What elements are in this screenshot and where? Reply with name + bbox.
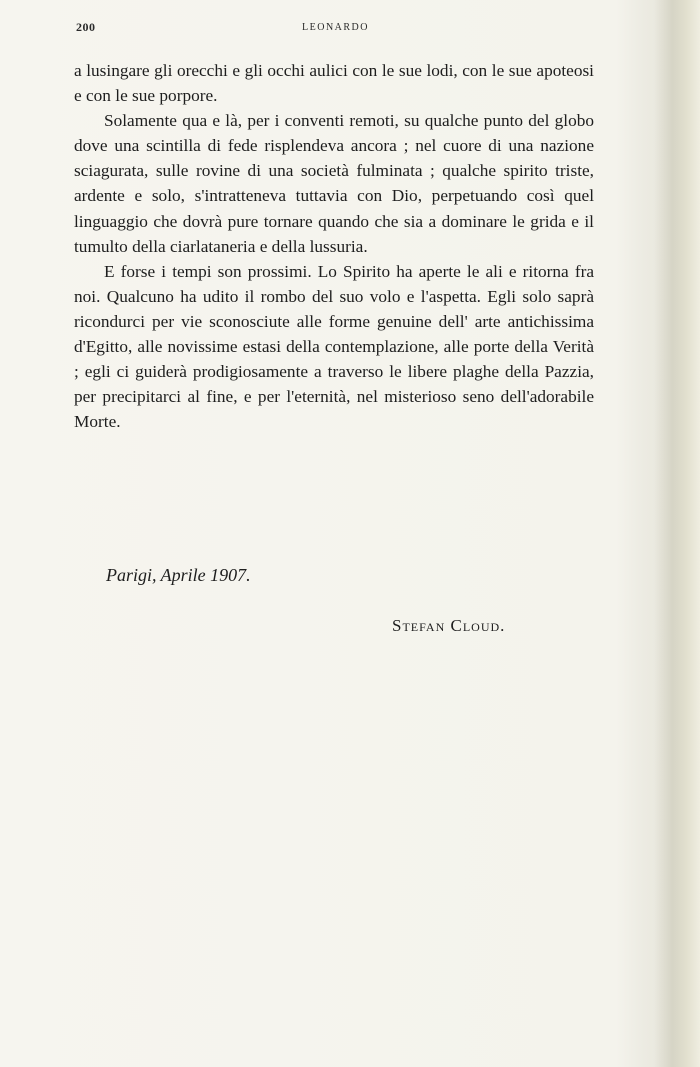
- binding-shadow: [654, 0, 700, 1067]
- page-number: 200: [76, 20, 96, 34]
- dateline: Parigi, Aprile 1907.: [106, 565, 251, 585]
- running-title: LEONARDO: [302, 22, 369, 33]
- paragraph-e-forse: E forse i tempi son prossimi. Lo Spirito ha aperte le ali e ritorna fra noi. Qualcuno ha udito il rombo del suo volo e l'aspetta. Egli solo saprà ricondurci per vie sconosciute alle forme genuine dell' arte antichissima d'Egitto, alle novissime estasi della contemplazione, alle porte della Verità ; egli ci guiderà prodigiosamente a traverso le libere plaghe della Pazzia, per precipitarci al fine, e per l'eternità, nel misterioso seno dell'adorabile Morte.: [74, 261, 594, 432]
- author-signature: Stefan Cloud.: [392, 616, 506, 635]
- body-text: [74, 58, 594, 434]
- paragraph-continuation: a lusingare gli orecchi e gli occhi aulici con le sue lodi, con le sue apoteosi e con le sue porpore.: [74, 61, 594, 106]
- paragraph-solamente: Solamente qua e là, per i conventi remoti, su qualche punto del globo dove una scintilla di fede risplendeva ancora ; nel cuore di una nazione sciagurata, sulle rovine di una società fulminata ; qualche spirito triste, ardente e solo, s'intratteneva tuttavia con Dio, perpetuando così quel linguaggio che dovrà pure tornare quando che sia a dominare le grida e il tumulto della ciarlataneria e della lussuria.: [74, 111, 594, 256]
- page-header: [76, 20, 616, 40]
